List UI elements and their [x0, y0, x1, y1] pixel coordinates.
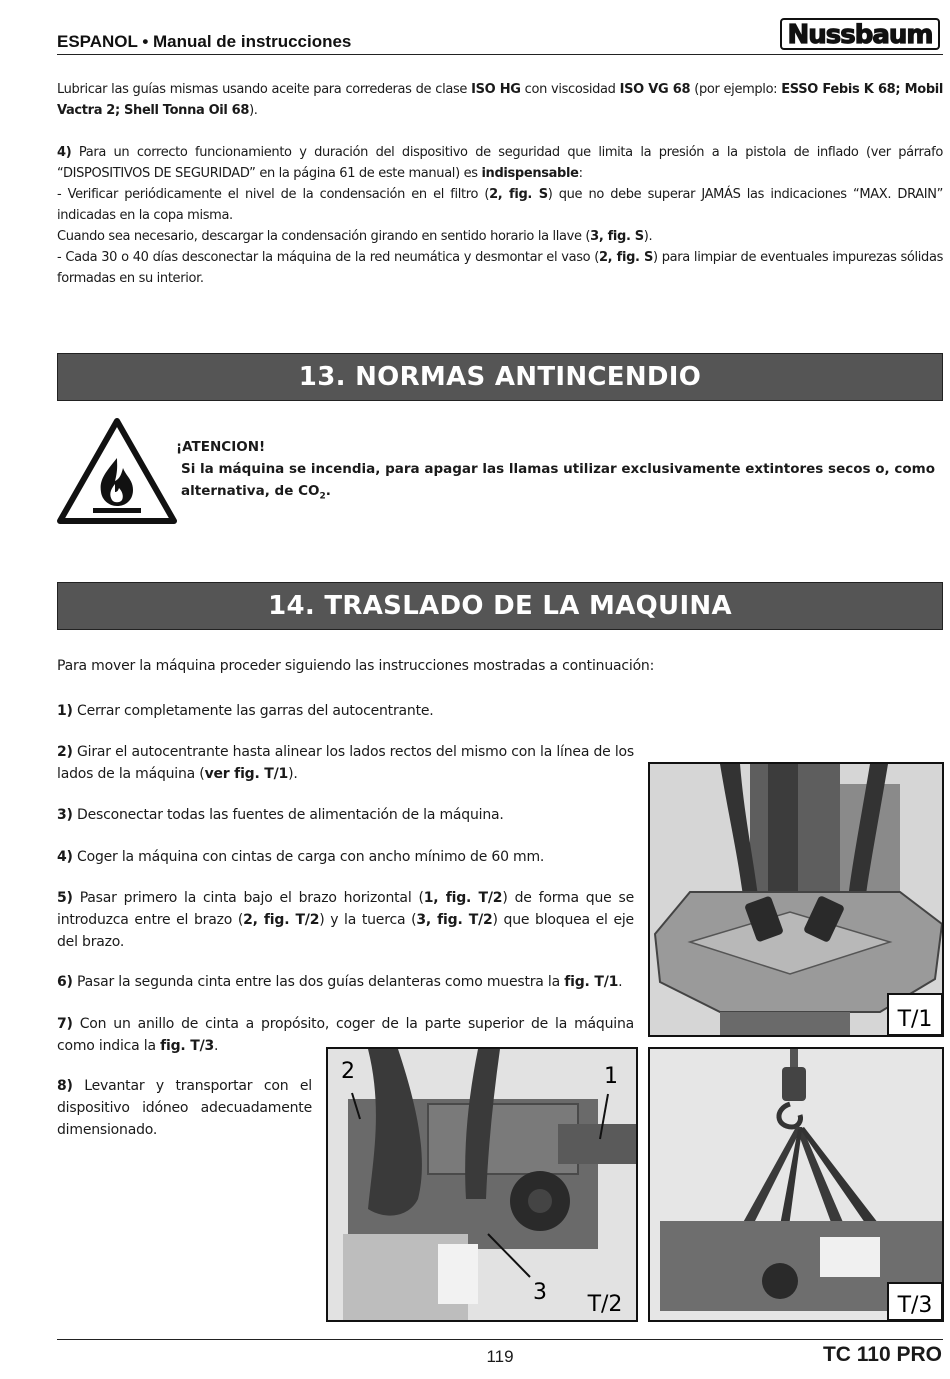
figure-t1-photo — [648, 762, 944, 1037]
footer-rule — [57, 1339, 943, 1340]
step-6: 6) Pasar la segunda cinta entre las dos guías delanteras como muestra la fig. T/1. — [57, 974, 623, 990]
figure-t1-label: T/1 — [897, 1007, 933, 1032]
figure-t3-label: T/3 — [897, 1293, 933, 1318]
section-14-intro: Para mover la máquina proceder siguiendo las instrucciones mostradas a continuación: — [57, 658, 655, 674]
header-rule — [57, 54, 943, 55]
step-2: 2) Girar el autocentrante hasta alinear los lados rectos del mismo con la línea de los lados de la máquina (ver fig. T/1). — [57, 744, 634, 782]
step-5: 5) Pasar primero la cinta bajo el brazo horizontal (1, fig. T/2) de forma que se introduzca entre el brazo (2, fig. T/2) y la tuerca (3, fig. T/2) que bloquea el eje del brazo. — [57, 890, 634, 950]
step-4: 4) Coger la máquina con cintas de carga con ancho mínimo de 60 mm. — [57, 849, 545, 865]
brand-name: Nussbaum — [787, 20, 933, 50]
figure-t2-callout-3: 3 — [533, 1280, 547, 1305]
figure-t2-label: T/2 — [587, 1292, 623, 1317]
intro-paragraph-1: Lubricar las guías mismas usando aceite para correderas de clase ISO HG con viscosidad ISO VG 68 (por ejemplo: ESSO Febis K 68; Mobil Vactra 2; Shell Tonna Oil 68). — [57, 82, 944, 118]
figure-t3-photo — [648, 1047, 944, 1322]
figure-t2-callout-2: 2 — [341, 1059, 355, 1084]
fire-warning-icon — [57, 418, 177, 524]
header-section-title: ESPANOL • Manual de instrucciones — [57, 32, 352, 51]
page-number: 119 — [486, 1347, 514, 1366]
step-3: 3) Desconectar todas las fuentes de alimentación de la máquina. — [57, 807, 504, 823]
section-14-banner: 14. TRASLADO DE LA MAQUINA — [57, 582, 943, 630]
warning-title: ¡ATENCION! — [176, 439, 266, 455]
section-13-banner: 13. NORMAS ANTINCENDIO — [57, 353, 943, 401]
figure-t2-photo — [326, 1047, 638, 1322]
step-7: 7) Con un anillo de cinta a propósito, coger de la parte superior de la máquina como indica la fig. T/3. — [57, 1016, 634, 1054]
figure-t2-callout-1: 1 — [604, 1064, 618, 1089]
step-1: 1) Cerrar completamente las garras del autocentrante. — [57, 703, 434, 719]
intro-paragraph-2: 4) Para un correcto funcionamiento y duración del dispositivo de seguridad que limita la presión a la pistola de inflado (ver párrafo “DISPOSITIVOS DE SEGURIDAD” en la página 61 de este manual) es indispensable: - Verificar periódicamente el nivel de la condensación en el filtro (2, fig. S) que no debe superar JAMÁS las indicaciones “MAX. DRAIN” indicadas en la copa misma. Cuando sea necesario, descargar la condensación girando en sentido horario la llave (3, fig. S). - Cada 30 o 40 días desconectar la máquina de la red neumática y desmontar el vaso (2, fig. S) para limpiar de eventuales impurezas sólidas formadas en su interior. — [57, 145, 944, 286]
model-name: TC 110 PRO — [822, 1343, 942, 1366]
fire-warning-text: ¡ATENCION! Si la máquina se incendia, para apagar las llamas utilizar exclusivamente extintores secos o, como alternativa, de $CO_2$. — [176, 436, 936, 508]
step-8: 8) Levantar y transportar con el dispositivo idóneo adecuadamente dimensionado. — [57, 1078, 312, 1138]
brand-logo — [780, 18, 940, 50]
